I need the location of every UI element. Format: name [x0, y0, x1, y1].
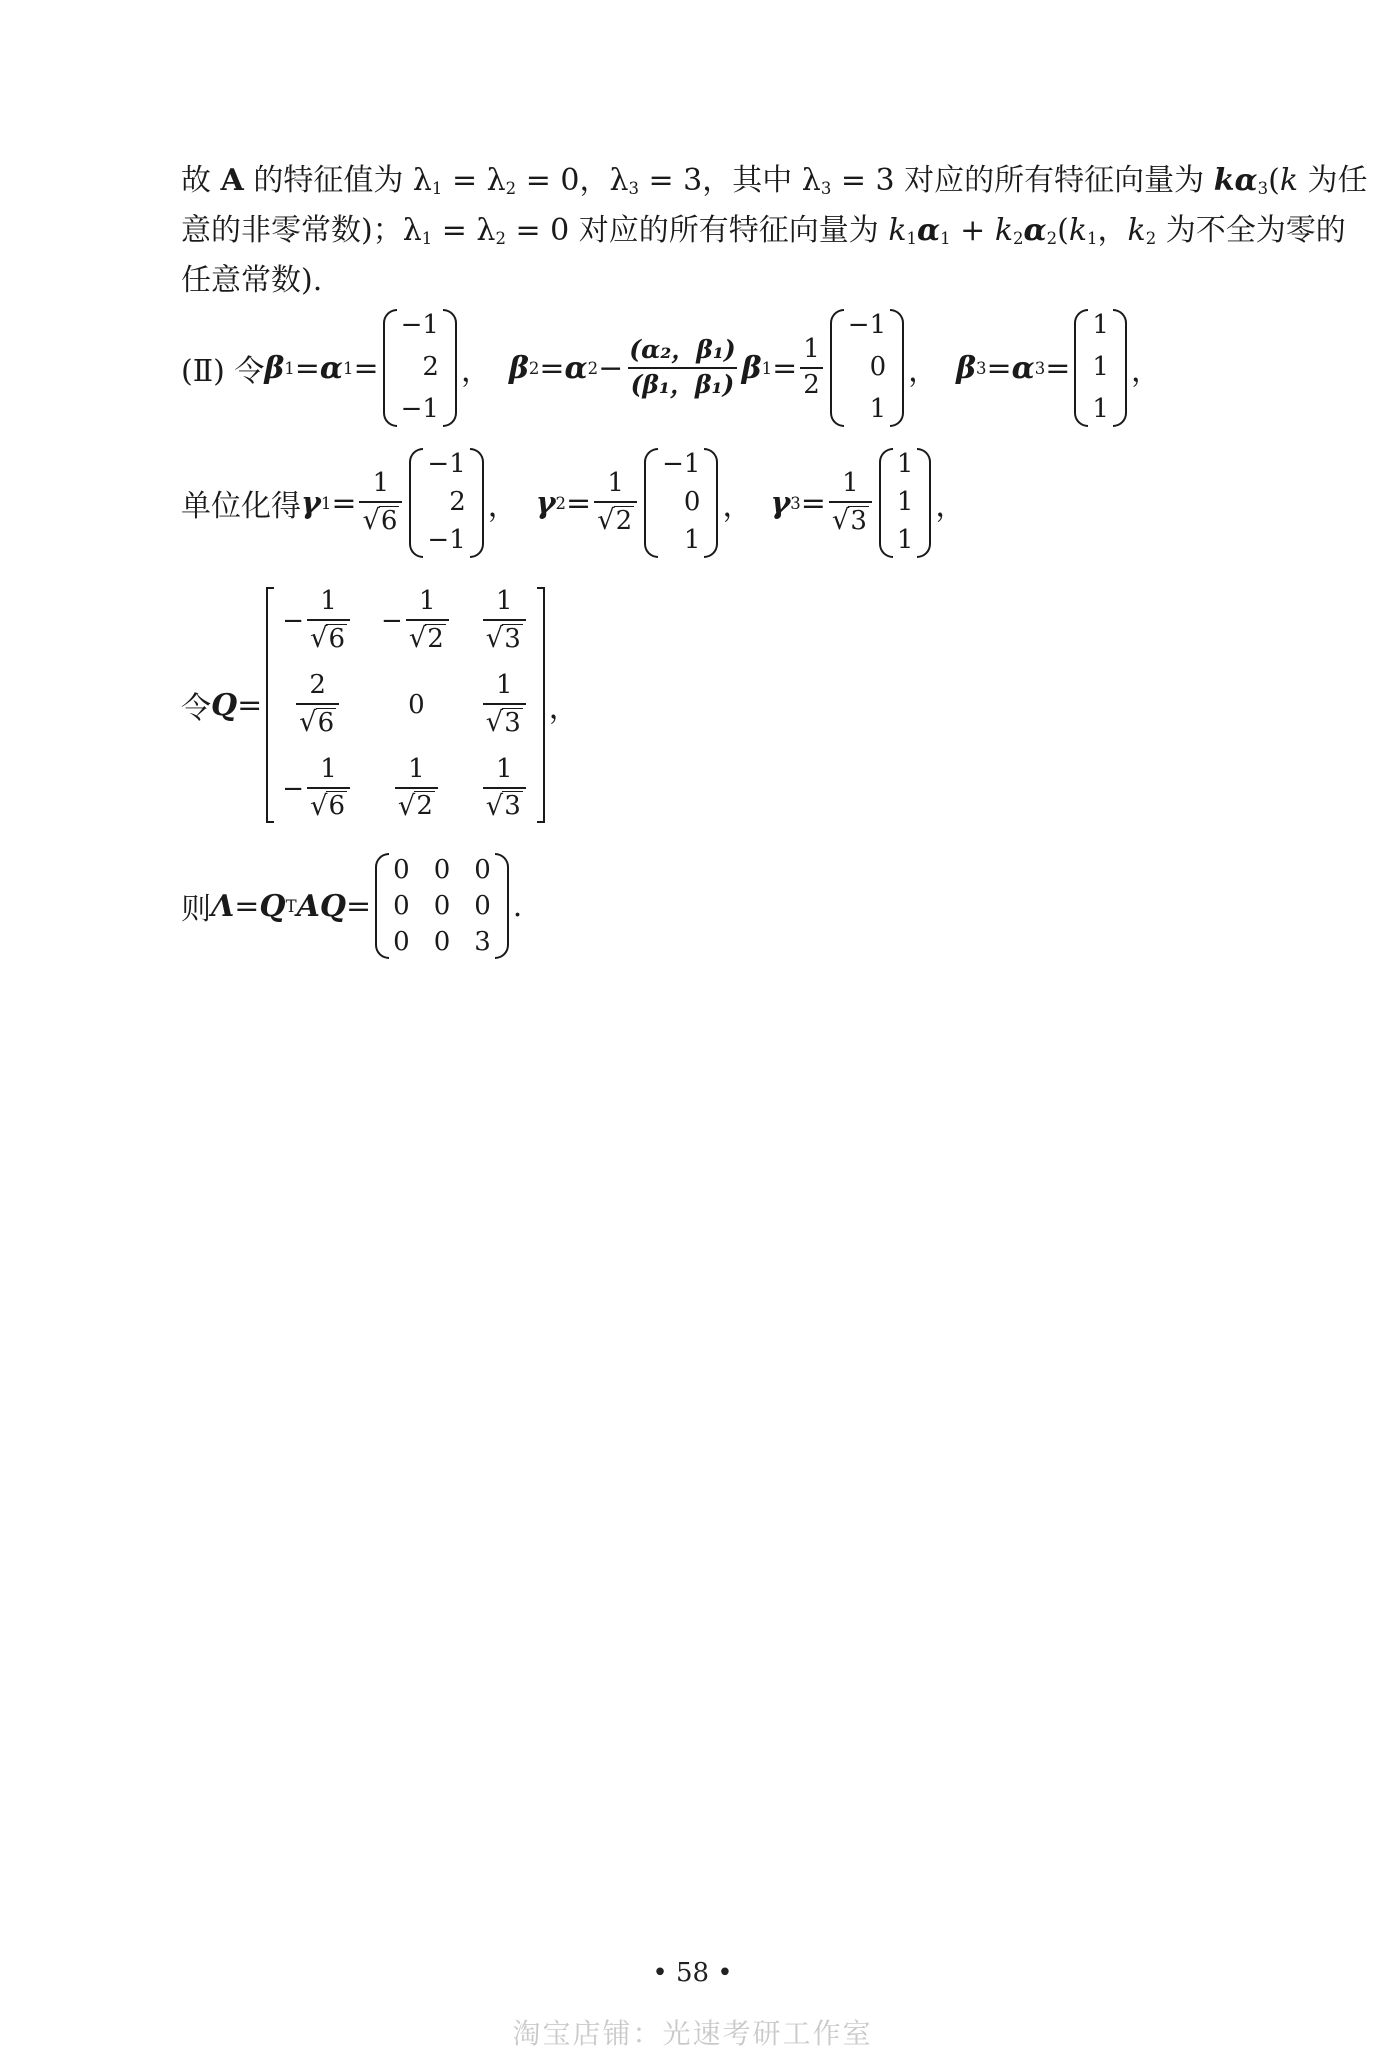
radical-sign: √ [485, 790, 504, 822]
vector-entry: 2 [449, 487, 466, 518]
equals: = [986, 350, 1012, 386]
minus-sign: − [282, 606, 305, 637]
q-matrix-cell [408, 690, 425, 720]
text: 故 [181, 163, 221, 198]
sqrt [486, 623, 523, 654]
vector-entry: 1 [869, 394, 887, 425]
fraction [406, 587, 449, 655]
right-paren [470, 448, 484, 558]
var-k: k [1213, 163, 1235, 198]
vector-entry: 1 [896, 449, 914, 479]
fraction [296, 671, 339, 739]
fraction-denominator [296, 703, 339, 739]
beta: β [508, 350, 529, 386]
fraction-numerator: 1 [320, 586, 337, 617]
subscript: 1 [320, 493, 332, 513]
fraction-denominator [307, 787, 350, 823]
fraction-denominator: (β₁，β₁) [628, 367, 738, 400]
vector-entry: 1 [1092, 310, 1109, 340]
vector-body [423, 448, 469, 558]
subscript: 1 [761, 358, 773, 378]
matrix-entry: 0 [393, 927, 410, 957]
subscript: 2 [505, 179, 517, 199]
vector-gamma2 [644, 448, 718, 558]
text: = λ [442, 163, 506, 198]
fraction-denominator: 2 [800, 367, 823, 401]
minus: − [598, 350, 624, 386]
subscript: 3 [628, 179, 639, 199]
final-label: 则 [181, 892, 211, 927]
radical-sign: √ [597, 505, 615, 536]
var-k: k [994, 213, 1014, 248]
inner-product-fraction [626, 336, 738, 400]
equals: = [234, 888, 260, 924]
text: = 3，其中 λ [638, 163, 821, 198]
sqrt [362, 505, 399, 536]
q-matrix-row [181, 578, 579, 832]
text: ( [1268, 163, 1280, 198]
transpose-mark: T [285, 896, 297, 916]
subscript: 2 [528, 358, 540, 378]
matrix-Q: Q [211, 687, 238, 723]
diagonal-matrix [375, 853, 509, 959]
left-paren [644, 448, 658, 558]
q-label: 令 [181, 691, 211, 726]
separator: ， [487, 489, 518, 524]
fraction-denominator [307, 619, 350, 655]
vector-entry: 0 [683, 487, 701, 518]
vector-beta3 [1074, 309, 1127, 427]
fraction-denominator [594, 501, 637, 537]
fraction-numerator: 2 [309, 670, 326, 701]
equals: = [1045, 350, 1071, 386]
radicand: 2 [615, 505, 633, 536]
radical-sign: √ [485, 623, 504, 655]
text: ( [1057, 213, 1069, 248]
matrix-entry: 0 [408, 690, 425, 720]
matrix-entry: 3 [474, 927, 491, 957]
equals: = [294, 350, 320, 386]
alpha: α [1011, 350, 1035, 386]
sqrt [409, 623, 446, 654]
sqrt [486, 791, 523, 822]
fraction [483, 671, 526, 739]
text: + [950, 213, 995, 248]
subscript: 1 [284, 358, 295, 378]
half-fraction [800, 335, 823, 401]
subscript: 2 [1145, 229, 1157, 249]
sqrt [597, 505, 634, 536]
q-matrix-cell [480, 587, 529, 655]
matrix-entry: 0 [433, 855, 451, 885]
matrix-entry: 0 [474, 855, 491, 885]
vector-entry: −1 [427, 449, 466, 479]
separator: ， [722, 489, 753, 524]
q-matrix-cell [293, 671, 342, 739]
alpha: α [564, 350, 588, 386]
subscript: 3 [1034, 358, 1046, 378]
subscript: 2 [495, 229, 506, 249]
separator: ， [548, 691, 579, 726]
vector-entry: −1 [662, 449, 701, 479]
fraction-denominator [359, 501, 402, 537]
fraction [307, 587, 350, 655]
vector-entry: 0 [869, 352, 887, 383]
right-paren [495, 853, 509, 959]
fraction-denominator [395, 787, 438, 823]
beta: β [264, 350, 285, 386]
right-paren [890, 309, 904, 427]
subscript: 3 [1257, 179, 1269, 199]
vector-entry: 2 [422, 352, 439, 383]
gamma: γ [770, 485, 791, 521]
fraction-numerator: 1 [320, 753, 337, 784]
fraction-denominator [406, 619, 449, 655]
diag-grid [389, 853, 495, 959]
vector-body [1088, 309, 1113, 427]
vector-body [844, 309, 890, 427]
left-paren [409, 448, 423, 558]
subscript: 2 [1013, 229, 1024, 249]
vector-entry: 1 [896, 525, 914, 556]
fraction [483, 755, 526, 823]
radical-sign: √ [310, 790, 328, 822]
fraction-numerator: 1 [607, 468, 624, 499]
text: 为不全为零的 [1156, 213, 1346, 248]
vector-entry: −1 [847, 310, 887, 340]
equals: = [346, 888, 372, 924]
vector-entry: 1 [896, 487, 914, 518]
separator: ， [460, 354, 491, 389]
inv-sqrt3 [829, 469, 872, 537]
radical-sign: √ [299, 707, 317, 738]
subscript: 2 [555, 493, 567, 513]
subscript: 1 [1087, 229, 1098, 249]
subscript: 1 [940, 229, 951, 249]
alpha: α [319, 350, 343, 386]
alpha: α [917, 213, 941, 248]
matrix-Lambda: Λ [211, 888, 235, 924]
subscript: 1 [421, 229, 433, 249]
alpha: α [1234, 163, 1258, 198]
radicand: 6 [317, 707, 335, 738]
fraction-numerator: 1 [495, 753, 513, 784]
part-label: (Ⅱ) 令 [181, 354, 265, 389]
fraction-numerator: 1 [372, 468, 390, 499]
fraction-denominator [829, 501, 872, 537]
text: 意的非零常数)；λ [181, 213, 422, 248]
alpha: α [1023, 213, 1047, 248]
final-row [181, 848, 522, 964]
vector-beta1 [383, 309, 457, 427]
inv-sqrt2 [594, 469, 637, 537]
text: = 0，λ [516, 163, 629, 198]
vector-entry: 1 [683, 525, 701, 556]
subscript: 3 [790, 493, 801, 513]
radicand: 3 [504, 623, 521, 654]
vector-body [893, 448, 918, 558]
right-bracket [537, 587, 545, 822]
q-matrix-cell [392, 755, 441, 823]
subscript: 3 [820, 179, 832, 199]
q-matrix-cell [480, 671, 529, 739]
equals: = [353, 350, 379, 386]
q-matrix [266, 587, 544, 822]
vector-beta2 [830, 309, 904, 427]
q-matrix-cell [282, 587, 353, 655]
radical-sign: √ [831, 505, 850, 536]
separator: ， [935, 489, 966, 524]
right-paren [704, 448, 718, 558]
gamma: γ [535, 485, 556, 521]
sqrt [310, 623, 347, 654]
radicand: 6 [328, 791, 346, 822]
radical-sign: √ [362, 505, 380, 536]
fraction-denominator [483, 703, 526, 739]
text: = 0 对应的所有特征向量为 [505, 213, 889, 248]
part2-row [181, 305, 1161, 431]
para1-line2 [181, 213, 1346, 249]
right-paren [917, 448, 931, 558]
gamma: γ [301, 485, 321, 521]
unitize-label: 单位化得 [181, 489, 301, 524]
var-k: k [888, 213, 907, 248]
vector-body [397, 309, 443, 427]
text: ， [1097, 213, 1128, 248]
left-paren [383, 309, 397, 427]
sqrt [486, 707, 523, 738]
fraction-numerator: 1 [419, 586, 436, 617]
sqrt [299, 707, 336, 738]
subscript: 3 [976, 358, 987, 378]
fraction-numerator: (α₂，β₁) [629, 335, 736, 365]
fraction [307, 755, 350, 823]
subscript: 1 [906, 229, 918, 249]
text: = λ [432, 213, 496, 248]
text: 为任 [1298, 163, 1368, 198]
sqrt [832, 505, 869, 536]
matrix-A: A [220, 163, 244, 198]
fraction-numerator: 1 [495, 670, 513, 701]
radicand: 2 [427, 623, 444, 654]
radical-sign: √ [397, 790, 416, 822]
page-number: • 58 • [652, 1958, 733, 1988]
q-matrix-cell [480, 755, 529, 823]
equals: = [331, 485, 357, 521]
minus-sign: − [282, 773, 305, 804]
radicand: 3 [504, 707, 521, 738]
matrix-entry: 0 [433, 927, 451, 957]
sqrt [398, 791, 435, 822]
para1-line3: 任意常数). [181, 263, 323, 298]
vector-entry: 1 [1092, 352, 1109, 383]
radical-sign: √ [310, 623, 328, 655]
vector-gamma3 [879, 448, 932, 558]
radical-sign: √ [408, 623, 427, 655]
matrix-entry: 0 [433, 891, 451, 921]
fraction-denominator [483, 787, 526, 823]
left-bracket [266, 587, 274, 822]
inv-sqrt6 [359, 469, 402, 537]
fraction [395, 755, 438, 823]
matrix-AQ: AQ [296, 888, 346, 924]
q-matrix-cell [381, 587, 452, 655]
fraction-numerator: 1 [842, 468, 859, 499]
left-paren [375, 853, 389, 959]
sqrt [310, 791, 347, 822]
right-paren [1113, 309, 1127, 427]
radicand: 6 [380, 505, 398, 536]
left-paren [1074, 309, 1088, 427]
equals: = [539, 350, 565, 386]
subscript: 2 [1046, 229, 1058, 249]
var-k: k [1068, 213, 1088, 248]
vector-entry: −1 [427, 525, 466, 556]
fraction-numerator: 1 [803, 334, 820, 365]
separator: ， [908, 354, 939, 389]
text: 的特征值为 λ [243, 163, 432, 198]
radicand: 3 [504, 791, 521, 822]
right-paren [443, 309, 457, 427]
var-k: k [1279, 163, 1298, 198]
equals: = [566, 485, 592, 521]
matrix-entry: 0 [474, 891, 491, 921]
vector-body [658, 448, 704, 558]
subscript: 2 [587, 358, 599, 378]
matrix-entry: 0 [393, 891, 410, 921]
watermark: 淘宝店铺：光速考研工作室 [512, 2017, 873, 2050]
q-matrix-grid [274, 587, 536, 822]
text: = 3 对应的所有特征向量为 [831, 163, 1214, 198]
radical-sign: √ [485, 707, 504, 738]
unitize-row [181, 440, 965, 566]
equals: = [800, 485, 826, 521]
period: . [512, 888, 523, 924]
fraction-numerator: 1 [408, 753, 425, 784]
radicand: 2 [416, 791, 433, 822]
separator: ， [1130, 354, 1161, 389]
vector-entry: 1 [1092, 394, 1109, 425]
vector-gamma1 [409, 448, 483, 558]
radicand: 6 [328, 623, 346, 654]
fraction [483, 587, 526, 655]
matrix-entry: 0 [393, 855, 410, 885]
var-k: k [1127, 213, 1146, 248]
subscript: 1 [431, 179, 443, 199]
subscript: 1 [343, 358, 354, 378]
q-matrix-cell [282, 755, 353, 823]
fraction-denominator [483, 619, 526, 655]
para1-line1 [181, 163, 1368, 199]
minus-sign: − [381, 606, 403, 637]
beta: β [741, 350, 762, 386]
vector-entry: −1 [400, 310, 439, 340]
matrix-Q: Q [259, 888, 286, 924]
left-paren [879, 448, 893, 558]
equals: = [772, 350, 798, 386]
equals: = [237, 687, 263, 723]
vector-entry: −1 [400, 394, 439, 425]
left-paren [830, 309, 844, 427]
radicand: 3 [850, 505, 867, 536]
fraction-numerator: 1 [495, 586, 513, 617]
beta: β [956, 350, 977, 386]
